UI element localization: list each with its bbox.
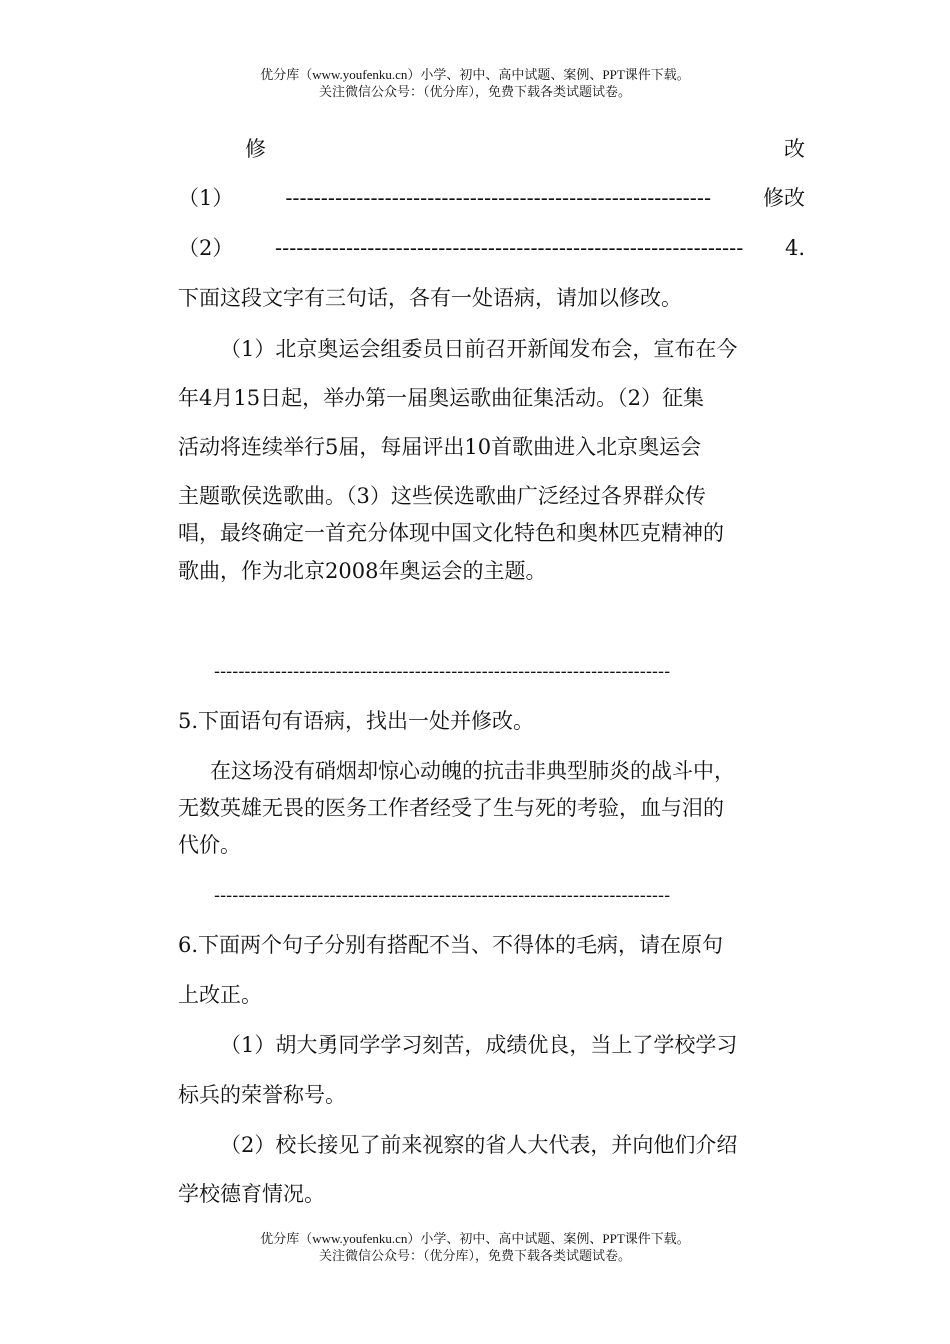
q5-line: 代价。 xyxy=(178,833,241,857)
revision-1-label: （1） xyxy=(178,186,234,210)
q4-answer-blank: --------------------------------------------------------------------------- xyxy=(214,661,671,682)
q6-sentence-1-line-2: 标兵的荣誉称号。 xyxy=(178,1083,346,1107)
q5-line: 在这场没有硝烟却惊心动魄的抗击非典型肺炎的战斗中， xyxy=(210,759,735,783)
revision-line-2 xyxy=(178,231,805,265)
q6-sentence-1-line-1: （1）胡大勇同学学习刻苦，成绩优良，当上了学校学习 xyxy=(220,1033,738,1057)
revision-2-blank: ------------------------------------------------------------------ xyxy=(275,236,744,260)
q4-line: 主题歌侯选歌曲。（3）这些侯选歌曲广泛经过各界群众传 xyxy=(178,484,706,508)
header-line-2: 关注微信公众号：（优分库），免费下载各类试题试卷。 xyxy=(318,84,631,99)
q4-line: 唱，最终确定一首充分体现中国文化特色和奥林匹克精神的 xyxy=(178,521,724,545)
q6-prompt-line-1: 6.下面两个句子分别有搭配不当、不得体的毛病，请在原句 xyxy=(178,933,724,957)
revision-2-label: （2） xyxy=(178,236,234,260)
q4-prompt: 下面这段文字有三句话，各有一处语病，请加以修改。 xyxy=(178,286,682,310)
q4-line: 活动将连续举行5届，每届评出10首歌曲进入北京奥运会 xyxy=(178,435,702,459)
header-line-1: 优分库（www.youfenku.cn）小学、初中、高中试题、案例、PPT课件下载。 xyxy=(260,67,690,82)
q5-prompt: 5.下面语句有语病，找出一处并修改。 xyxy=(178,709,535,733)
q6-sentence-2-line-2: 学校德育情况。 xyxy=(178,1182,325,1206)
gai-char: 改 xyxy=(784,137,805,161)
q6-prompt-line-2: 上改正。 xyxy=(178,983,262,1007)
q6-sentence-2-line-1: （2）校长接见了前来视察的省人大代表，并向他们介绍 xyxy=(220,1133,738,1157)
revision-1-blank: ------------------------------------------------------------ xyxy=(285,186,712,210)
q5-line: 无数英雄无畏的医务工作者经受了生与死的考验，血与泪的 xyxy=(178,796,724,820)
q4-line: 歌曲，作为北京2008年奥运会的主题。 xyxy=(178,559,547,583)
footer-line-2: 关注微信公众号：（优分库），免费下载各类试题试卷。 xyxy=(318,1248,631,1263)
q4-number: 4. xyxy=(784,236,805,260)
revision-1-end: 修改 xyxy=(763,186,805,210)
xiu-gai-line xyxy=(178,132,805,166)
footer-line-1: 优分库（www.youfenku.cn）小学、初中、高中试题、案例、PPT课件下载。 xyxy=(260,1231,690,1246)
q4-line: 年4月15日起，举办第一届奥运歌曲征集活动。（2）征集 xyxy=(178,386,704,410)
q5-answer-blank: --------------------------------------------------------------------------- xyxy=(214,885,671,906)
page-footer xyxy=(0,1230,950,1264)
q4-line: （1）北京奥运会组委员日前召开新闻发布会，宣布在今 xyxy=(220,337,738,361)
xiu-char: 修 xyxy=(245,137,266,161)
page-header xyxy=(0,66,950,100)
revision-line-1 xyxy=(178,181,805,215)
